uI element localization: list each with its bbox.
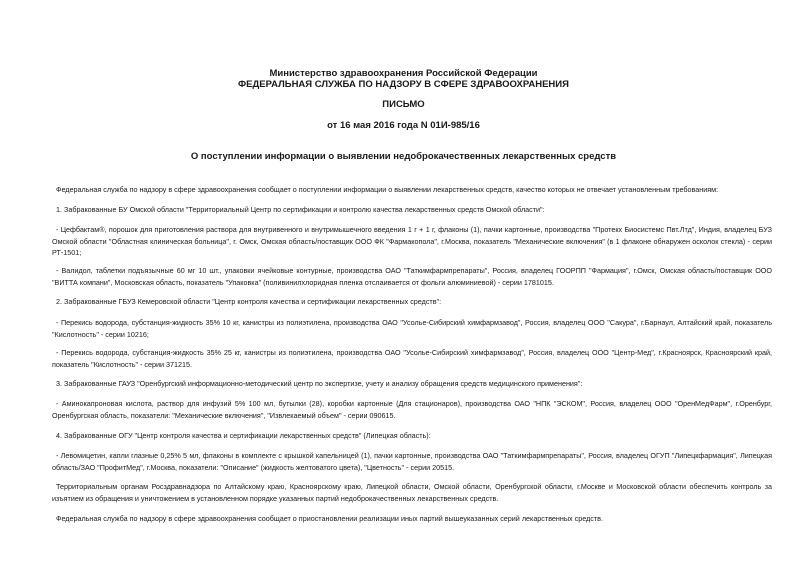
section-1-item-1: - Цефбактам®, порошок для приготовления раствора для внутривенного и внутримышечного введения 1 г + 1 г, флаконы (1), пачки картонные, производства "Протекх Биосистемс Пвт.Лтд", Индия, владелец БУЗ Омской области "Областная клиническая больница", г. Омск, Омская область/поставщик ООО ФК "Фармакопола", г.Москва, показатель "Механические включения" (в 1 флаконе обнаружен осколок стекла) - серии РТ-1501; <box>52 225 772 257</box>
section-1-item-2: - Валидол, таблетки подъязычные 60 мг 10 шт., упаковки ячейковые контурные, производства ОАО "Таткимфармпрепараты", Россия, владелец ГООРПП "Фармация", г.Омск, Омская область/поставщик ООО "ВИТТА компани", Московская область, показатель "Упаковка" (поливинилхлоридная пленка отслаивается от фольги алюминиевой) - серии 1781015. <box>52 266 772 287</box>
section-4-heading: 4. Забракованные ОГУ "Центр контроля качества и сертификации лекарственных средств" (Липецкая область): <box>56 431 431 440</box>
document-date-number: от 16 мая 2016 года N 01И-985/16 <box>327 120 480 131</box>
territorial-instruction: Территориальным органам Росздравнадзора по Алтайскому краю, Красноярскому краю, Липецкой области, Омской области, Оренбургской области, г.Москве и Московской области обеспечить контроль за изъятием из обращения и уничтожением в установленном порядке указанных партий недоброкачественных лекарственных средств. <box>52 482 772 503</box>
section-2-item-2: - Перекись водорода, субстанция-жидкость 35% 25 кг, канистры из полиэтилена, производства ОАО "Усолье-Сибирский химфармзавод", Россия, владелец ООО "Центр-Мед", г.Красноярск, Красноярский край, показатель "Кислотность" - серии 371215. <box>52 348 772 369</box>
document-type: ПИСЬМО <box>382 99 425 110</box>
section-3-item-1: - Аминокапроновая кислота, раствор для инфузий 5% 100 мл, бутылки (28), коробки картонные (Для стационаров), производства ОАО "НПК "ЭСКОМ", Россия, владелец ООО "ОренМедФарм", г.Оренбург, Оренбургская область, показатели: "Механические включения", "Извлекаемый объем" - серии 090615. <box>52 399 772 420</box>
service-name: ФЕДЕРАЛЬНАЯ СЛУЖБА ПО НАДЗОРУ В СФЕРЕ ЗДРАВООХРАНЕНИЯ <box>238 79 569 90</box>
document-title: О поступлении информации о выявлении недоброкачественных лекарственных средств <box>190 151 617 162</box>
section-3-heading: 3. Забракованные ГАУЗ "Оренбургский информационно-методический центр по экспертизе, учету и анализу обращения средств медицинского применения": <box>56 379 583 388</box>
section-2-item-1: - Перекись водорода, субстанция-жидкость 35% 10 кг, канистры из полиэтилена, производства ОАО "Усолье-Сибирский химфармзавод", Россия, владелец ООО "Сакура", г.Барнаул, Алтайский край, показатель "Кислотность" - серии 10216; <box>52 318 772 339</box>
section-1-heading: 1. Забракованные БУ Омской области "Территориальный Центр по сертификации и контролю качества лекарственных средств Омской области": <box>56 205 545 214</box>
closing-paragraph: Федеральная служба по надзору в сфере здравоохранения сообщает о приостановлении реализации иных партий вышеуказанных серий лекарственных средств. <box>56 514 603 523</box>
section-2-heading: 2. Забракованные ГБУЗ Кемеровской области "Центр контроля качества и сертификации лекарственных средств": <box>56 297 442 306</box>
ministry-name: Министерство здравоохранения Российской Федерации <box>269 68 538 79</box>
section-4-item-1: - Левомицетин, капли глазные 0,25% 5 мл, флаконы в комплекте с крышкой капельницей (1), пачки картонные, производства ОАО "Таткимфармпрепараты", Россия, владелец ОГУП "Липецкфармация", Липецкая область/ЗАО "ПрофитМед", г.Москва, показатели: "Описание" (жидкость желтоватого цвета), "Цветность" - серии 20515. <box>52 451 772 472</box>
intro-paragraph: Федеральная служба по надзору в сфере здравоохранения сообщает о поступлении информации о выявлении лекарственных средств, качество которых не отвечает установленным требованиям: <box>56 185 719 194</box>
